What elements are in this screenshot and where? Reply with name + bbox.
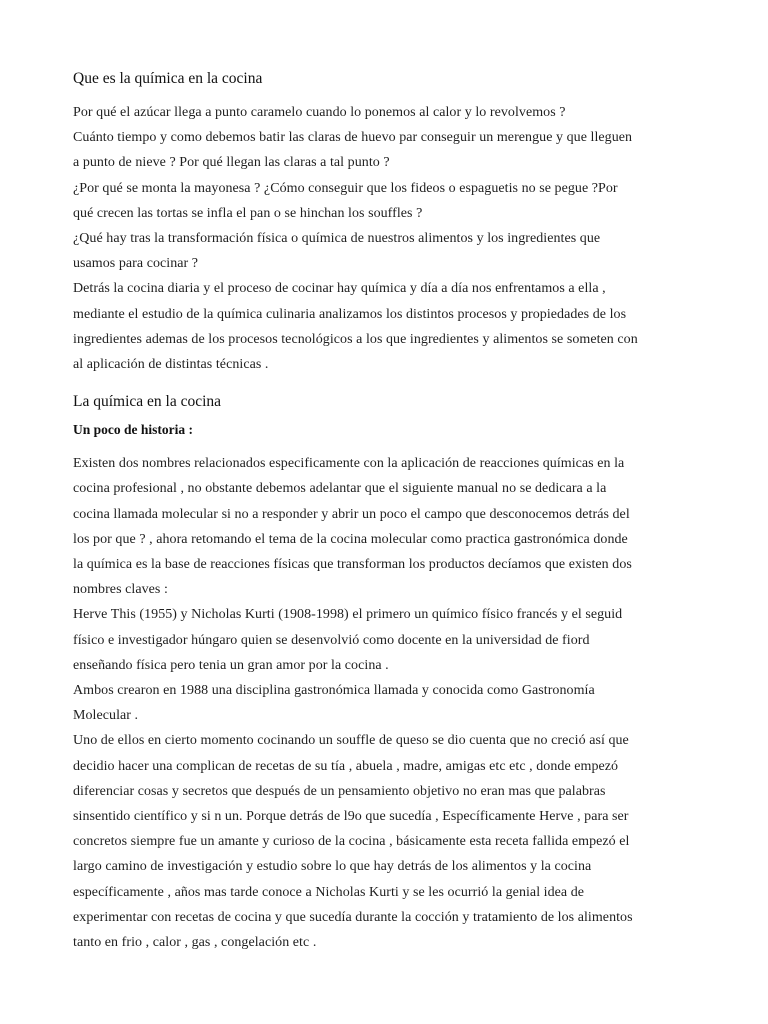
text-line: sinsentido científico y si n un. Porque detrás de l9o que sucedía , Específicamente Herve , para ser xyxy=(73,809,629,825)
text-line: al aplicación de distintas técnicas . xyxy=(73,357,269,373)
text-line: enseñando física pero tenia un gran amor por la cocina . xyxy=(73,657,389,673)
text-line: ¿Por qué se monta la mayonesa ? ¿Cómo conseguir que los fideos o espaguetis no se pegue ?Por xyxy=(73,180,618,196)
section-title-historia: La química en la cocina xyxy=(73,393,222,411)
subsection-title: Un poco de historia : xyxy=(73,422,194,438)
text-line: Cuánto tiempo y como debemos batir las claras de huevo par conseguir un merengue y que lleguen xyxy=(73,130,633,146)
text-line: tanto en frio , calor , gas , congelación etc . xyxy=(73,935,317,951)
intro-paragraph xyxy=(73,100,703,377)
text-line: específicamente , años mas tarde conoce a Nicholas Kurti y se les ocurrió la genial idea de xyxy=(73,884,585,900)
text-line: la química es la base de reacciones físicas que transforman los productos decíamos que existen dos xyxy=(73,557,632,573)
text-line: decidio hacer una complican de recetas de su tía , abuela , madre, amigas etc etc , donde empezó xyxy=(73,758,619,774)
text-line: qué crecen las tortas se infla el pan o se hinchan los souffles ? xyxy=(73,205,423,221)
section-title-quimica: Que es la química en la cocina xyxy=(73,70,263,87)
text-line: Existen dos nombres relacionados especificamente con la aplicación de reacciones químicas en la xyxy=(73,456,625,472)
text-line: experimentar con recetas de cocina y que sucedía durante la cocción y tratamiento de los alimentos xyxy=(73,909,633,925)
text-line: ingredientes ademas de los procesos tecnológicos a los que ingredientes y alimentos se someten con xyxy=(73,331,638,347)
text-line: Detrás la cocina diaria y el proceso de cocinar hay química y día a día nos enfrentamos a ella , xyxy=(73,281,606,297)
text-line: físico e investigador húngaro quien se desenvolvió como docente en la universidad de fiord xyxy=(73,632,590,648)
document-page xyxy=(73,68,703,955)
history-paragraph xyxy=(73,451,703,955)
text-line: Por qué el azúcar llega a punto caramelo cuando lo ponemos al calor y lo revolvemos ? xyxy=(73,105,566,120)
text-line: cocina profesional , no obstante debemos adelantar que el siguiente manual no se dedicara a la xyxy=(73,481,607,497)
text-line: ¿Qué hay tras la transformación física o química de nuestros alimentos y los ingredientes que xyxy=(73,231,601,247)
text-line: Uno de ellos en cierto momento cocinando un souffle de queso se dio cuenta que no creció así que xyxy=(73,733,629,749)
text-line: a punto de nieve ? Por qué llegan las claras a tal punto ? xyxy=(73,155,390,171)
text-line: cocina llamada molecular si no a responder y abrir un poco el campo que desconocemos detrás del xyxy=(73,506,630,522)
text-line: Molecular . xyxy=(73,708,139,724)
text-line: los por que ? , ahora retomando el tema de la cocina molecular como practica gastronómica donde xyxy=(73,531,628,547)
text-line: Ambos crearon en 1988 una disciplina gastronómica llamada y conocida como Gastronomía xyxy=(73,683,595,699)
text-line: concretos siempre fue un amante y curioso de la cocina , básicamente esta receta fallida empezó el xyxy=(73,834,630,850)
text-line: mediante el estudio de la química culinaria analizamos los distintos procesos y propiedades de los xyxy=(73,306,627,322)
text-line: largo camino de investigación y estudio sobre lo que hay detrás de los alimentos y la cocina xyxy=(73,859,592,875)
text-line: Herve This (1955) y Nicholas Kurti (1908-1998) el primero un químico físico francés y el seguid xyxy=(73,607,623,623)
text-line: diferenciar cosas y secretos que después de un pensamiento objetivo no eran mas que palabras xyxy=(73,783,606,799)
text-line: usamos para cocinar ? xyxy=(73,256,199,272)
text-line: nombres claves : xyxy=(73,582,168,598)
